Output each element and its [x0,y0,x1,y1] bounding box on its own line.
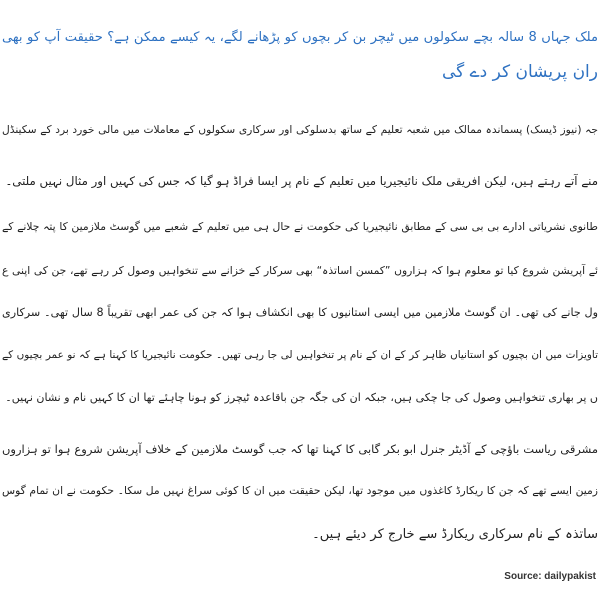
paragraph-line [5,387,598,409]
paragraph-line [312,524,598,546]
paragraph-text: جہ (نیوز ڈیسک) پسماندہ ممالک میں شعبہ تعلیم کے ساتھ بدسلوکی اور سرکاری سکولوں کے معاملات میں مالی خورد برد کے سکینڈل [2,123,598,136]
paragraph-line [2,344,598,366]
paragraph-text: منے آتے رہتے ہیں، لیکن افریقی ملک نائیجیریا میں تعلیم کے نام پر ایسا فراڈ ہو گیا کہ جس کی کہیں اور مثال نہیں ملتی۔ [5,174,598,188]
paragraph-line [2,260,598,282]
paragraph-line [2,302,598,324]
headline-text: ران پریشان کر دے گی [442,62,598,82]
paragraph-text: ں پر بھاری تنخواہیں وصول کی جا چکی ہیں، جبکہ ان کی جگہ جن باقاعدہ ٹیچرز کو ہونا چاہئے تھا ان کا کہیں نام و نشان نہیں۔ [5,391,598,404]
paragraph-text: ئے آپریشن شروع کیا تو معلوم ہوا کہ ہزاروں ”کمسن اساتذہ“ بھی سرکار کے خزانے سے تنخواہیں وصول کر رہے تھے، جن کی اپنی ع [2,264,598,277]
headline-text: ملک جہاں 8 سالہ بچے سکولوں میں ٹیچر بن کر بچوں کو پڑھانے لگے، یہ کیسے ممکن ہے؟ حقیقت آپ کو بھی [2,30,598,45]
headline-line [2,26,598,50]
headline-line [442,60,598,84]
paragraph-text: ول جانے کی تھی۔ ان گوسٹ ملازمین میں ایسی استانیوں کا بھی انکشاف ہوا کہ جن کی عمر ابھی تقریباً 8 سال تھی۔ سرکاری [2,306,598,319]
paragraph-line [5,170,598,192]
paragraph-text: زمین ایسے تھے کہ جن کا ریکارڈ کاغذوں میں موجود تھا، لیکن حقیقت میں ان کا کوئی سراغ نہیں مل سکا۔ حکومت نے ان تمام گوس [2,484,598,497]
paragraph-text: طانوی نشریاتی ادارے بی بی سی کے مطابق نائیجیریا کی حکومت نے حال ہی میں تعلیم کے شعبے میں گوسٹ ملازمین کا پتہ چلانے کے [2,220,598,233]
paragraph-line [2,480,598,502]
source-credit: Source: dailypakist [504,571,596,582]
paragraph-line [2,216,598,238]
paragraph-text: تاویزات میں ان بچیوں کو استانیاں ظاہر کر کے ان کے نام پر تنخواہیں لی جا رہی تھیں۔ حکومت نائیجیریا کا کہنا ہے کہ نو عمر بچیوں کے [2,349,598,361]
paragraph-line [2,438,598,460]
paragraph-line [2,119,598,141]
paragraph-text: ساتذہ کے نام سرکاری ریکارڈ سے خارج کر دیئے ہیں۔ [312,527,598,542]
paragraph-text: مشرقی ریاست باؤچی کے آڈیٹر جنرل ابو بکر گابی کا کہنا تھا کہ جب گوسٹ ملازمین کے خلاف آپریشن شروع ہوا تو ہزاروں [2,442,598,456]
